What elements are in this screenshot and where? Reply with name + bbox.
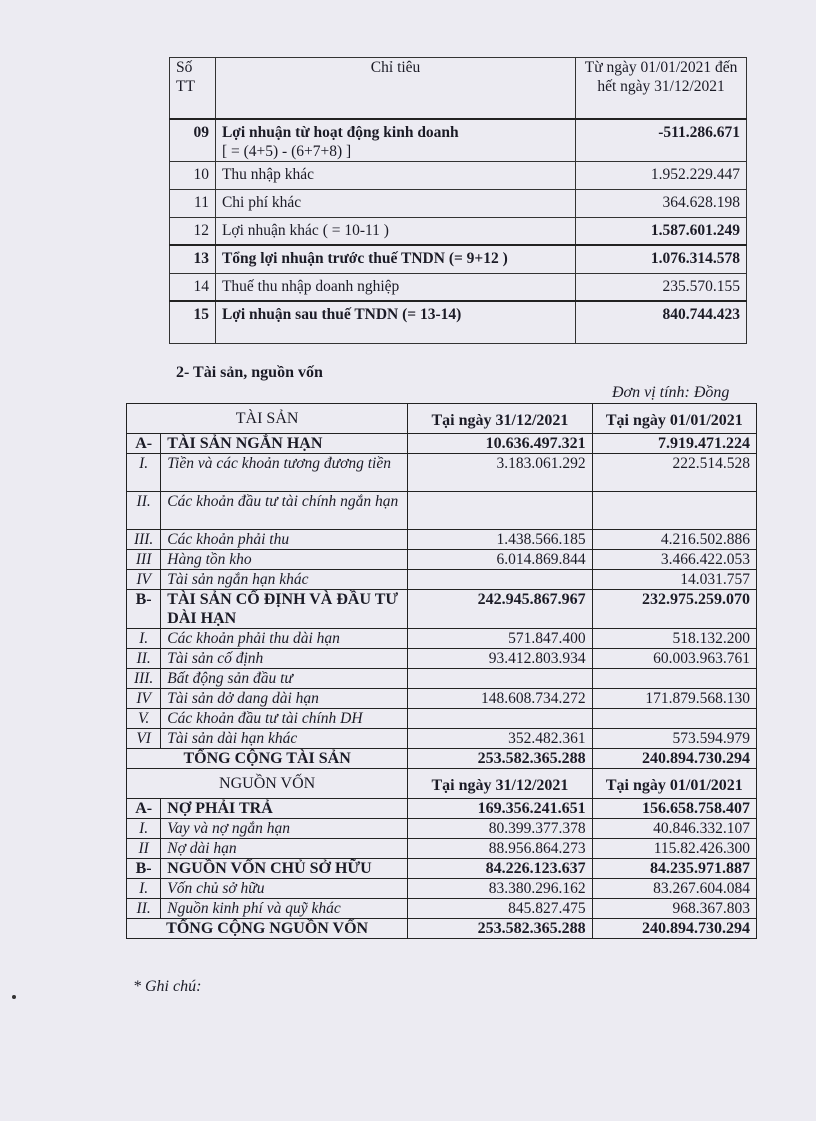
- row-value-2021-12-31: 88.956.864.273: [408, 839, 592, 859]
- total-name: TỔNG CỘNG NGUỒN VỐN: [127, 919, 408, 939]
- row-value-2021-01-01: 171.879.568.130: [592, 689, 756, 709]
- row-name: Bất động sản đầu tư: [161, 669, 408, 689]
- header-period: Từ ngày 01/01/2021 đến hết ngày 31/12/2021: [576, 58, 747, 119]
- table-row: [170, 161, 747, 189]
- total-value-2021-12-31: 253.582.365.288: [408, 749, 592, 769]
- row-no: IV: [127, 689, 161, 709]
- row-value-2021-12-31: 6.014.869.844: [408, 550, 592, 570]
- row-value: 235.570.155: [576, 273, 747, 301]
- row-value: 1.587.601.249: [576, 217, 747, 245]
- note: * Ghi chú:: [133, 978, 202, 995]
- header-col1: Tại ngày 31/12/2021: [408, 404, 592, 434]
- row-name: TÀI SẢN NGẮN HẠN: [161, 434, 408, 454]
- row-label-text: Thu nhập khác: [221, 165, 315, 183]
- row-no: III: [127, 550, 161, 570]
- total-row: [127, 749, 757, 769]
- row-no: I.: [127, 454, 161, 492]
- table-row: [127, 454, 757, 492]
- row-value-2021-01-01: 222.514.528: [592, 454, 756, 492]
- row-name: Các khoản đầu tư tài chính ngắn hạn: [161, 492, 408, 530]
- row-value-2021-12-31: [408, 492, 592, 530]
- row-no: 15: [170, 301, 216, 343]
- income-table-header: [170, 58, 747, 119]
- header-col2: Tại ngày 01/01/2021: [592, 769, 756, 799]
- row-value-2021-01-01: [592, 669, 756, 689]
- table-row: [127, 570, 757, 590]
- row-name: Tài sản dở dang dài hạn: [161, 689, 408, 709]
- section-row: [127, 799, 757, 819]
- row-value-2021-01-01: 83.267.604.084: [592, 879, 756, 899]
- row-value-2021-01-01: 60.003.963.761: [592, 649, 756, 669]
- row-no: 12: [170, 217, 216, 245]
- row-value-2021-12-31: 148.608.734.272: [408, 689, 592, 709]
- row-name: Tài sản ngắn hạn khác: [161, 570, 408, 590]
- total-value-2021-12-31: 253.582.365.288: [408, 919, 592, 939]
- table-row: [127, 492, 757, 530]
- row-label: [215, 161, 575, 189]
- row-value-2021-01-01: 518.132.200: [592, 629, 756, 649]
- row-value-2021-01-01: 968.367.803: [592, 899, 756, 919]
- table-row: [170, 273, 747, 301]
- header-name: NGUỒN VỐN: [127, 769, 408, 799]
- row-name: Các khoản đầu tư tài chính DH: [161, 709, 408, 729]
- row-value: 1.952.229.447: [576, 161, 747, 189]
- row-value-2021-12-31: 845.827.475: [408, 899, 592, 919]
- row-value-2021-12-31: 352.482.361: [408, 729, 592, 749]
- row-no: A-: [127, 434, 161, 454]
- row-value-2021-12-31: 93.412.803.934: [408, 649, 592, 669]
- total-value-2021-01-01: 240.894.730.294: [592, 919, 756, 939]
- row-label-formula: [ = (4+5) - (6+7+8) ]: [221, 142, 352, 160]
- header-col2: Tại ngày 01/01/2021: [592, 404, 756, 434]
- row-value-2021-12-31: 571.847.400: [408, 629, 592, 649]
- liabilities-header: [127, 769, 757, 799]
- row-label-text: Lợi nhuận sau thuế TNDN (= 13-14): [221, 306, 462, 323]
- row-no: III.: [127, 669, 161, 689]
- row-value-2021-01-01: [592, 492, 756, 530]
- row-name: TÀI SẢN CỐ ĐỊNH VÀ ĐẦU TƯ DÀI HẠN: [161, 590, 408, 629]
- table-row: [127, 550, 757, 570]
- row-no: 13: [170, 245, 216, 273]
- section-row: [127, 434, 757, 454]
- row-label: [215, 217, 575, 245]
- table-row: [127, 669, 757, 689]
- table-row: [127, 879, 757, 899]
- row-no: A-: [127, 799, 161, 819]
- section-row: [127, 590, 757, 629]
- row-name: Nguồn kinh phí và quỹ khác: [161, 899, 408, 919]
- header-col1: Tại ngày 31/12/2021: [408, 769, 592, 799]
- row-label-text: Lợi nhuận khác ( = 10-11 ): [221, 221, 389, 239]
- row-no: B-: [127, 590, 161, 629]
- table-row: [127, 899, 757, 919]
- row-no: B-: [127, 859, 161, 879]
- row-name: NỢ PHẢI TRẢ: [161, 799, 408, 819]
- table-row: [170, 119, 747, 162]
- row-value-2021-12-31: 242.945.867.967: [408, 590, 592, 629]
- row-value-2021-01-01: 115.82.426.300: [592, 839, 756, 859]
- row-value-2021-01-01: 3.466.422.053: [592, 550, 756, 570]
- row-value: -511.286.671: [576, 119, 747, 162]
- row-value-2021-12-31: [408, 669, 592, 689]
- table-row: [170, 217, 747, 245]
- row-no: II.: [127, 899, 161, 919]
- row-name: Hàng tồn kho: [161, 550, 408, 570]
- row-value-2021-01-01: 232.975.259.070: [592, 590, 756, 629]
- row-no: 11: [170, 189, 216, 217]
- row-name: NGUỒN VỐN CHỦ SỞ HỮU: [161, 859, 408, 879]
- unit-label: Đơn vị tính: Đồng: [612, 384, 730, 401]
- row-label: [215, 301, 575, 343]
- row-no: III.: [127, 530, 161, 550]
- row-value: 364.628.198: [576, 189, 747, 217]
- table-row: [170, 245, 747, 273]
- row-label-text: Chi phí khác: [221, 193, 302, 211]
- row-value-2021-01-01: 40.846.332.107: [592, 819, 756, 839]
- total-value-2021-01-01: 240.894.730.294: [592, 749, 756, 769]
- assets-header: [127, 404, 757, 434]
- table-row: [170, 301, 747, 343]
- row-name: Tài sản dài hạn khác: [161, 729, 408, 749]
- row-value-2021-12-31: 10.636.497.321: [408, 434, 592, 454]
- row-value-2021-01-01: 156.658.758.407: [592, 799, 756, 819]
- row-no: 09: [170, 119, 216, 162]
- table-row: [127, 649, 757, 669]
- row-label-text: Lợi nhuận từ hoạt động kinh doanh: [221, 123, 459, 141]
- row-no: II.: [127, 492, 161, 530]
- row-label: [215, 245, 575, 273]
- row-label-text: Tổng lợi nhuận trước thuế TNDN (= 9+12 ): [221, 250, 508, 267]
- row-value-2021-12-31: [408, 709, 592, 729]
- balance-table: [126, 403, 757, 939]
- row-value-2021-01-01: 84.235.971.887: [592, 859, 756, 879]
- row-value-2021-12-31: 3.183.061.292: [408, 454, 592, 492]
- row-value: 1.076.314.578: [576, 245, 747, 273]
- table-row: [127, 709, 757, 729]
- row-value-2021-12-31: [408, 570, 592, 590]
- row-label: [215, 119, 575, 162]
- row-value-2021-12-31: 169.356.241.651: [408, 799, 592, 819]
- row-value-2021-12-31: 83.380.296.162: [408, 879, 592, 899]
- row-value-2021-12-31: 80.399.377.378: [408, 819, 592, 839]
- row-name: Vốn chủ sở hữu: [161, 879, 408, 899]
- total-name: TỔNG CỘNG TÀI SẢN: [127, 749, 408, 769]
- table-row: [127, 629, 757, 649]
- row-no: I.: [127, 819, 161, 839]
- row-value: 840.744.423: [576, 301, 747, 343]
- row-name: Vay và nợ ngắn hạn: [161, 819, 408, 839]
- section-row: [127, 859, 757, 879]
- header-label: Chỉ tiêu: [215, 58, 575, 119]
- row-no: IV: [127, 570, 161, 590]
- header-name: TÀI SẢN: [127, 404, 408, 434]
- table-row: [170, 189, 747, 217]
- row-label: [215, 189, 575, 217]
- row-name: Tài sản cố định: [161, 649, 408, 669]
- row-no: VI: [127, 729, 161, 749]
- income-table: [169, 57, 747, 344]
- row-label-text: Thuế thu nhập doanh nghiệp: [221, 277, 400, 295]
- row-value-2021-12-31: 1.438.566.185: [408, 530, 592, 550]
- row-no: II.: [127, 649, 161, 669]
- section-title: 2- Tài sản, nguồn vốn: [176, 364, 323, 381]
- row-value-2021-12-31: 84.226.123.637: [408, 859, 592, 879]
- row-no: II: [127, 839, 161, 859]
- scan-mark: [12, 995, 16, 999]
- table-row: [127, 839, 757, 859]
- row-value-2021-01-01: [592, 709, 756, 729]
- row-name: Nợ dài hạn: [161, 839, 408, 859]
- table-row: [127, 819, 757, 839]
- row-value-2021-01-01: 14.031.757: [592, 570, 756, 590]
- header-no: Số TT: [170, 58, 216, 119]
- table-row: [127, 689, 757, 709]
- row-label: [215, 273, 575, 301]
- row-no: I.: [127, 879, 161, 899]
- row-no: V.: [127, 709, 161, 729]
- row-no: I.: [127, 629, 161, 649]
- row-name: Các khoản phải thu: [161, 530, 408, 550]
- row-no: 10: [170, 161, 216, 189]
- table-row: [127, 729, 757, 749]
- row-no: 14: [170, 273, 216, 301]
- total-row: [127, 919, 757, 939]
- row-value-2021-01-01: 7.919.471.224: [592, 434, 756, 454]
- row-value-2021-01-01: 573.594.979: [592, 729, 756, 749]
- row-name: Tiền và các khoản tương đương tiền: [161, 454, 408, 492]
- row-value-2021-01-01: 4.216.502.886: [592, 530, 756, 550]
- row-name: Các khoản phải thu dài hạn: [161, 629, 408, 649]
- table-row: [127, 530, 757, 550]
